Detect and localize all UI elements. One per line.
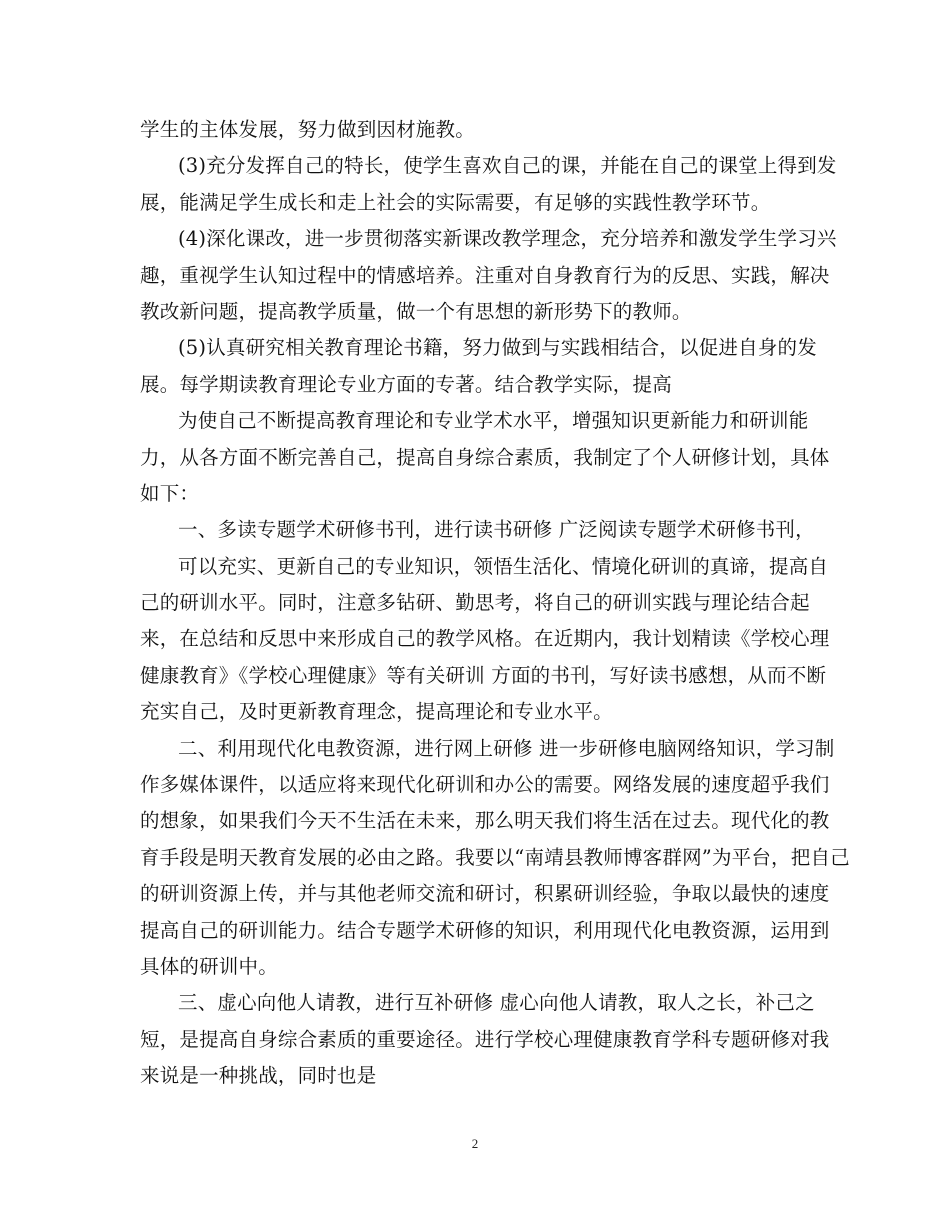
text-line: 来说是一种挑战，同时也是	[140, 1064, 377, 1088]
text-line: (4)深化课改，进一步贯彻落实新课改教学理念，充分培养和激发学生学习兴	[178, 227, 837, 251]
text-line: 己的研训水平。同时，注意多钻研、勤思考，将自己的研训实践与理论结合起	[140, 591, 810, 615]
text-line: 学生的主体发展，努力做到因材施教。	[140, 118, 475, 141]
text-line: 二、利用现代化电教资源，进行网上研修 进一步研修电脑网络知识，学习制	[178, 736, 835, 760]
text-line: 可以充实、更新自己的专业知识，领悟生活化、情境化研训的真谛，提高自	[178, 554, 829, 578]
text-line: 健康教育》《学校心理健康》等有关研训 方面的书刊，写好读书感想，从而不断	[140, 663, 827, 687]
document-body	[140, 112, 850, 1095]
text-line: 三、虚心向他人请教，进行互补研修 虚心向他人请教，取人之长，补己之	[178, 991, 815, 1015]
text-line: 如下：	[140, 481, 200, 505]
text-line: 教改新问题，提高教学质量，做一个有思想的新形势下的教师。	[140, 299, 692, 323]
text-line: (3)充分发挥自己的特长，使学生喜欢自己的课，并能在自己的课堂上得到发	[178, 154, 837, 178]
text-line: 充实自己，及时更新教育理念，提高理论和专业水平。	[140, 700, 613, 724]
text-line: 的研训资源上传，并与其他老师交流和研讨，积累研训经验，争取以最快的速度	[140, 882, 830, 906]
text-line: 的想象，如果我们今天不生活在未来，那么明天我们将生活在过去。现代化的教	[140, 809, 830, 833]
page-number: 2	[471, 1136, 479, 1151]
text-line: 来，在总结和反思中来形成自己的教学风格。在近期内，我计划精读《学校心理	[140, 627, 830, 651]
text-line: 展。每学期读教育理论专业方面的专著。结合教学实际，提高	[140, 372, 672, 396]
text-line: (5)认真研究相关教育理论书籍，努力做到与实践相结合，以促进自身的发	[178, 336, 817, 360]
text-line: 具体的研训中。	[140, 954, 278, 978]
text-line: 短，是提高自身综合素质的重要途径。进行学校心理健康教育学科专题研修对我	[140, 1027, 830, 1051]
text-line: 力，从各方面不断完善自己，提高自身综合素质，我制定了个人研修计划，具体	[140, 445, 830, 469]
text-line: 为使自己不断提高教育理论和专业学术水平，增强知识更新能力和研训能	[178, 409, 809, 433]
text-line: 展，能满足学生成长和走上社会的实际需要，有足够的实践性教学环节。	[140, 190, 771, 214]
text-line: 育手段是明天教育发展的必由之路。我要以“南靖县教师博客群网”为平台，把自己	[140, 845, 850, 869]
text-line: 趣，重视学生认知过程中的情感培养。注重对自身教育行为的反思、实践，解决	[140, 263, 830, 287]
text-line: 作多媒体课件，以适应将来现代化研训和办公的需要。网络发展的速度超乎我们	[140, 773, 830, 797]
text-line: 一、多读专题学术研修书刊，进行读书研修 广泛阅读专题学术研修书刊，	[178, 518, 815, 542]
text-line: 提高自己的研训能力。结合专题学术研修的知识，利用现代化电教资源，运用到	[140, 918, 830, 942]
